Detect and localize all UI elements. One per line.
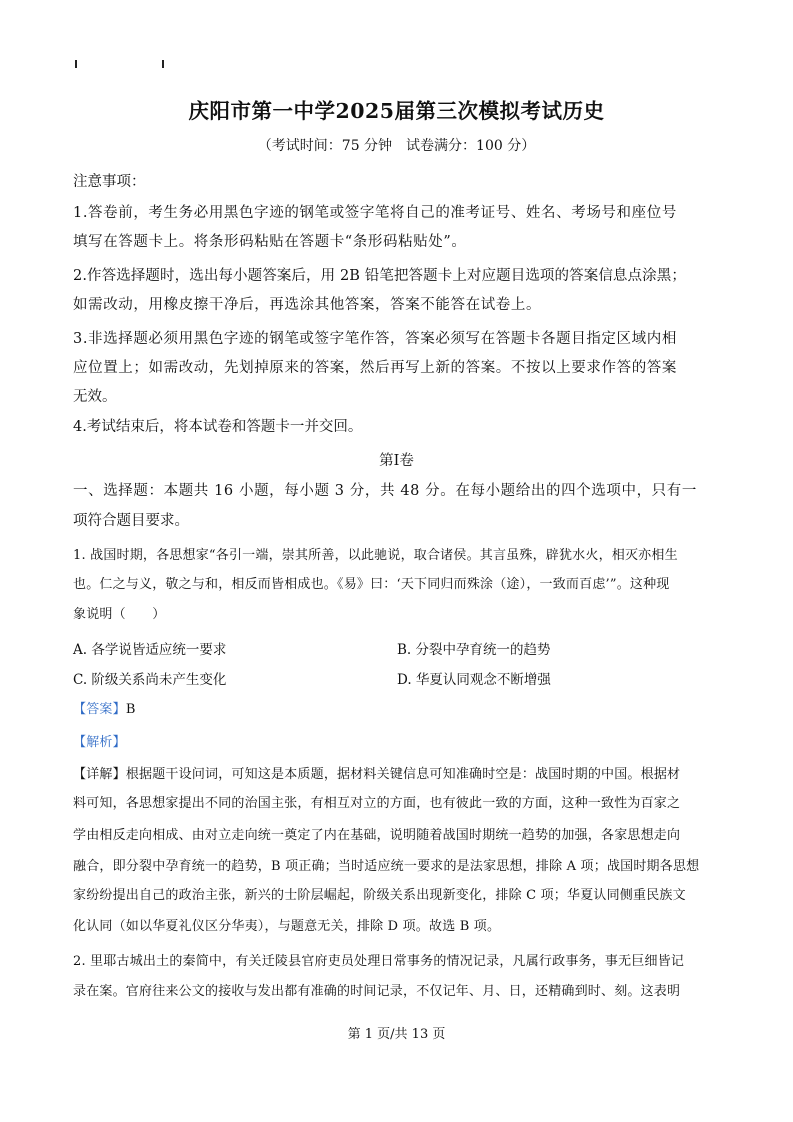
notice-line: 无效。	[73, 389, 117, 405]
answer-row	[73, 698, 136, 717]
exam-title: 庆阳市第一中学2025届第三次模拟考试历史	[188, 99, 605, 123]
detail-line: 料可知，各思想家提出不同的治国主张，有相互对立的方面，也有彼此一致的方面，这种一致性为百家之	[73, 796, 681, 811]
detail-label: 【详解】	[73, 767, 126, 782]
notice-line: 应位置上；如需改动，先划掉原来的答案，然后再写上新的答案。不按以上要求作答的答案	[73, 360, 677, 376]
section-heading: 一、选择题：本题共 16 小题，每小题 3 分，共 48 分。在每小题给出的四个选项中，只有一	[73, 483, 697, 499]
notice-line: 2.作答选择题时，选出每小题答案后，用 2B 铅笔把答题卡上对应题目选项的答案信息点涂黑；	[73, 268, 686, 284]
notice-line: 4.考试结束后，将本试卷和答题卡一并交回。	[73, 419, 363, 435]
detail-line: 家纷纷提出自己的政治主张，新兴的士阶层崛起，阶级关系出现新变化，排除 C 项；华夏认同侧重民族文	[73, 888, 686, 903]
notice-heading: 注意事项：	[73, 174, 146, 190]
notice-line: 如需改动，用橡皮擦干净后，再选涂其他答案，答案不能答在试卷上。	[73, 297, 542, 313]
detail-line: 化认同（如以华夏礼仪区分华夷），与题意无关，排除 D 项。故选 B 项。	[73, 919, 501, 934]
question-1-text: 1. 战国时期，各思想家“各引一端，崇其所善，以此驰说，取合诸侯。其言虽殊，辟犹水火，相灭亦相生	[73, 548, 678, 563]
analysis-label: 【解析】	[73, 735, 126, 750]
detail-text: 根据题干设问词，可知这是本质题，据材料关键信息可知准确时空是：战国时期的中国。根据材	[125, 767, 681, 782]
notice-line: 填写在答题卡上。将条形码粘贴在答题卡“条形码粘贴处”。	[73, 234, 467, 250]
option-a: A. 各学说皆适应统一要求	[73, 642, 227, 658]
crop-mark-left	[75, 60, 77, 68]
crop-mark-right	[162, 60, 164, 68]
question-2-text: 2. 里耶古城出土的秦简中，有关迁陵县官府吏员处理日常事务的情况记录，凡属行政事务，事无巨细皆记	[73, 954, 685, 969]
notice-line: 3.非选择题必须用黑色字迹的钢笔或签字笔作答，答案必须写在答题卡各题目指定区域内相	[73, 331, 677, 347]
detail-line: 融合，即分裂中孕育统一的趋势，B 项正确；当时适应统一要求的是法家思想，排除 A 项；战国时期各思想	[73, 859, 700, 874]
option-b: B. 分裂中孕育统一的趋势	[397, 642, 551, 658]
question-1-text: 象说明（ ）	[73, 607, 166, 622]
answer-label: 【答案】	[73, 702, 126, 717]
volume-heading: 第Ⅰ卷	[379, 453, 414, 469]
notice-line: 1.答卷前，考生务必用黑色字迹的钢笔或签字笔将自己的准考证号、姓名、考场号和座位号	[73, 205, 677, 221]
option-d: D. 华夏认同观念不断增强	[397, 672, 551, 688]
section-heading: 项符合题目要求。	[73, 513, 189, 529]
option-c: C. 阶级关系尚未产生变化	[73, 672, 227, 688]
page-footer: 第 1 页/共 13 页	[347, 1027, 446, 1042]
question-2-text: 录在案。官府往来公文的接收与发出都有准确的时间记录，不仅记年、月、日，还精确到时、刻。这表明	[73, 984, 681, 999]
question-1-text: 也。仁之与义，敬之与和，相反而皆相成也。《易》曰：‘天下同归而殊涂（途），一致而百虑’”。这种现	[73, 577, 670, 592]
detail-line	[73, 763, 680, 782]
exam-subtitle: （考试时间：75 分钟 试卷满分：100 分）	[257, 138, 536, 154]
answer-value: B	[125, 702, 136, 717]
detail-line: 学由相反走向相成、由对立走向统一奠定了内在基础，说明随着战国时期统一趋势的加强，各家思想走向	[73, 828, 681, 843]
